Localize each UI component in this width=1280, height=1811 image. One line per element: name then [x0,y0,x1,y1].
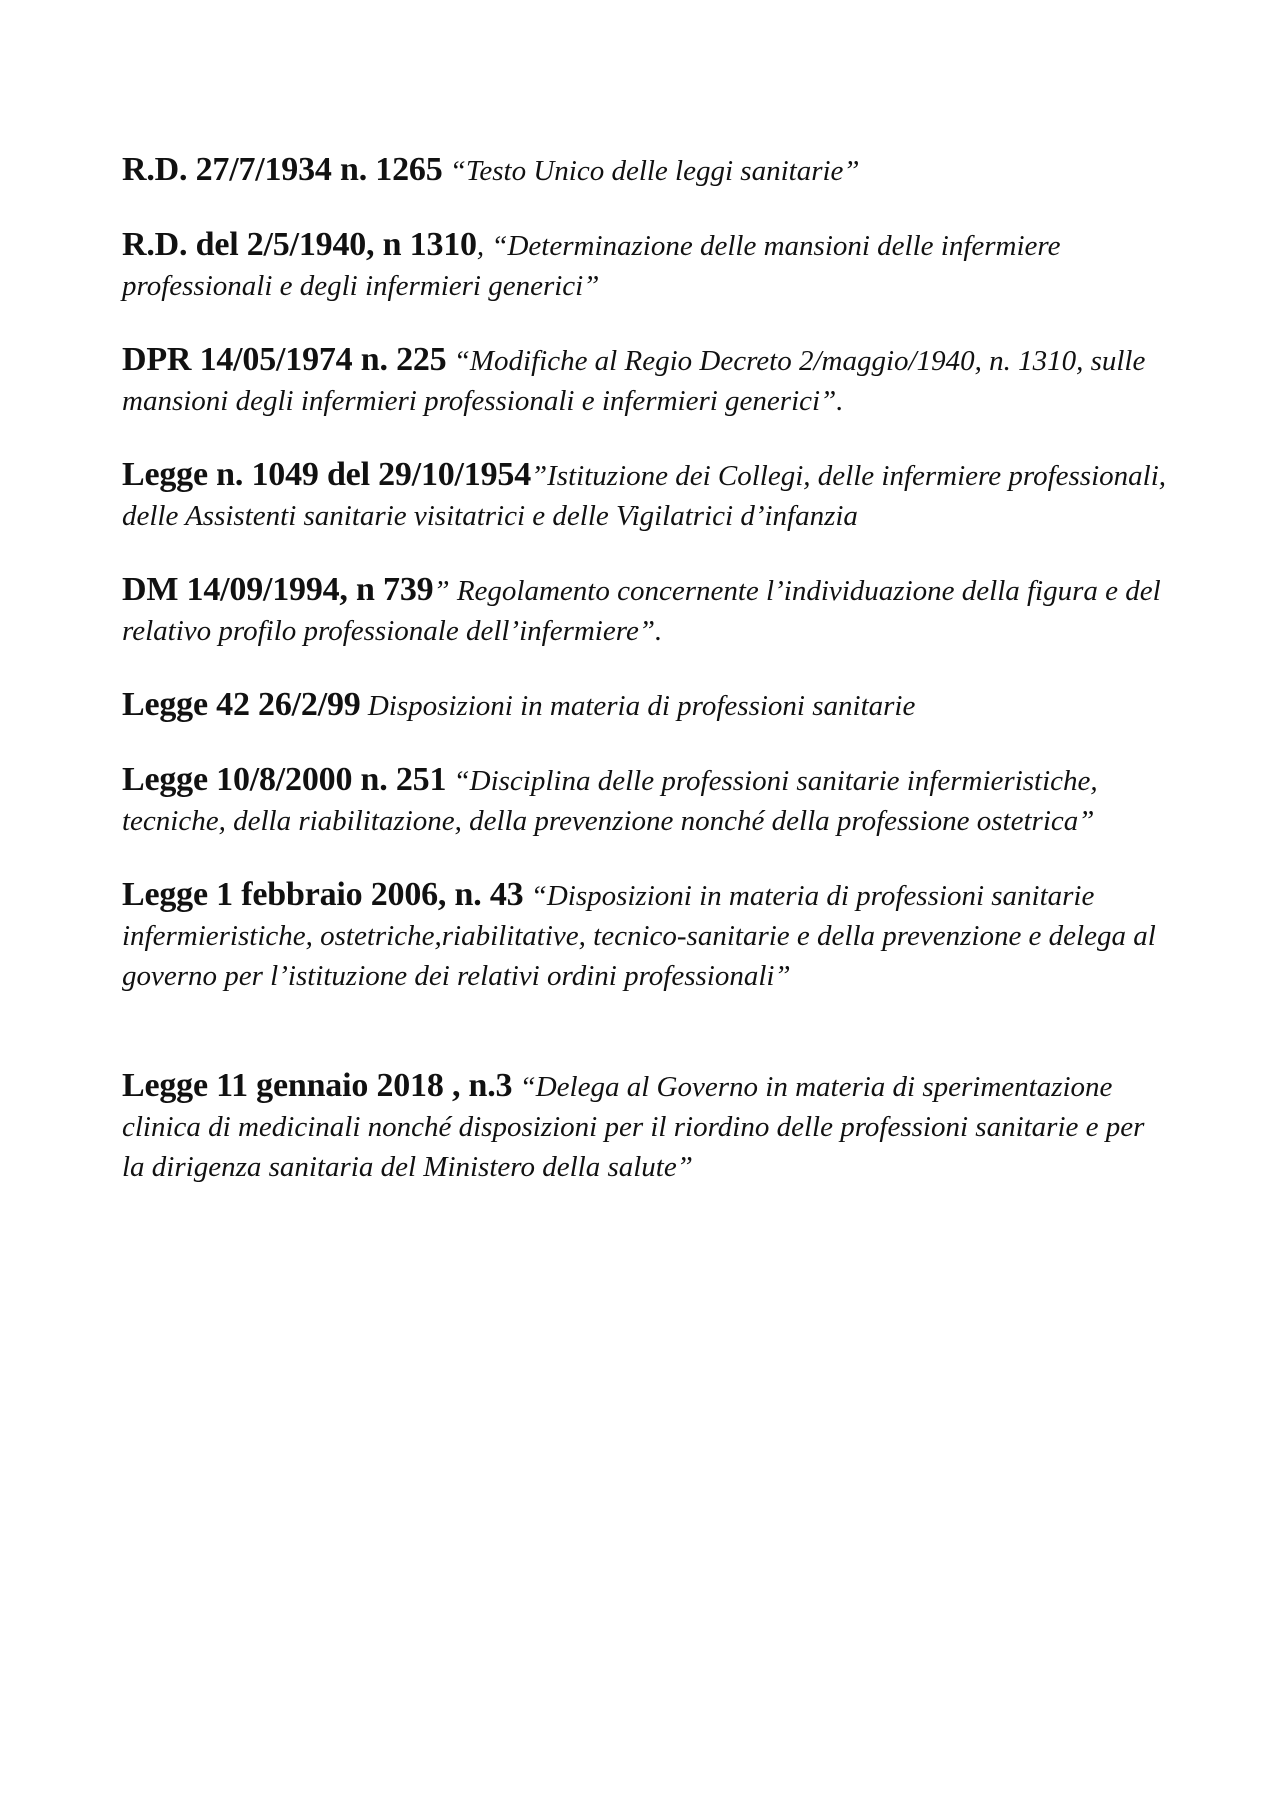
law-title: “Disposizioni in materia di professioni sanitarie infermieristiche, ostetriche,riabilitative, tecnico-sanitarie e della prevenzione e delega al governo per l’istituzione dei relativi ordini professionali” [122,880,1156,992]
law-title: “Testo Unico delle leggi sanitarie” [449,155,860,187]
law-entry-rd-1940 [122,225,1172,306]
law-reference: DM 14/09/1994, n 739 [122,571,434,608]
law-separator [446,765,453,797]
law-title: Disposizioni in materia di professioni sanitarie [367,690,916,722]
law-entry-legge-2006 [122,875,1172,996]
law-reference: Legge n. 1049 del 29/10/1954 [122,456,532,493]
law-reference: DPR 14/05/1974 n. 225 [122,341,447,378]
law-title: ”Istituzione dei Collegi, delle infermiere professionali, delle Assistenti sanitarie visitatrici e delle Vigilatrici d’infanzia [122,460,1166,532]
law-title: “Disciplina delle professioni sanitarie infermieristiche, tecniche, della riabilitazione, della prevenzione nonché della professione ostetrica” [122,765,1098,837]
law-entry-legge-2018 [122,1066,1172,1187]
law-reference: R.D. del 2/5/1940, n 1310 [122,226,477,263]
law-separator [361,690,368,722]
law-entry-dpr-1974 [122,340,1172,421]
law-reference: Legge 11 gennaio 2018 , n.3 [122,1067,513,1104]
law-separator [446,345,453,377]
law-separator: , [476,230,492,262]
law-reference: R.D. 27/7/1934 n. 1265 [122,151,443,188]
law-entry-legge-1954 [122,455,1172,536]
law-reference-list [122,150,1172,1221]
law-separator [523,880,530,912]
law-title: “Delega al Governo in materia di sperimentazione clinica di medicinali nonché disposizioni per il riordino delle professioni sanitarie e per la dirigenza sanitaria del Ministero della salute” [122,1071,1145,1183]
law-separator [512,1071,519,1103]
law-entry-dm-1994 [122,570,1172,651]
law-reference: Legge 1 febbraio 2006, n. 43 [122,876,524,913]
law-entry-legge-1999 [122,685,1172,726]
law-separator [443,155,450,187]
law-title: ” Regolamento concernente l’individuazione della figura e del relativo profilo professionale dell’infermiere”. [122,575,1161,647]
law-reference: Legge 42 26/2/99 [122,686,361,723]
law-entry-rd-1934 [122,150,1172,191]
law-title: “Modifiche al Regio Decreto 2/maggio/1940, n. 1310, sulle mansioni degli infermieri professionali e infermieri generici”. [122,345,1146,417]
law-entry-legge-2000 [122,760,1172,841]
law-reference: Legge 10/8/2000 n. 251 [122,761,447,798]
law-title: “Determinazione delle mansioni delle infermiere professionali e degli infermieri generici” [122,230,1061,302]
